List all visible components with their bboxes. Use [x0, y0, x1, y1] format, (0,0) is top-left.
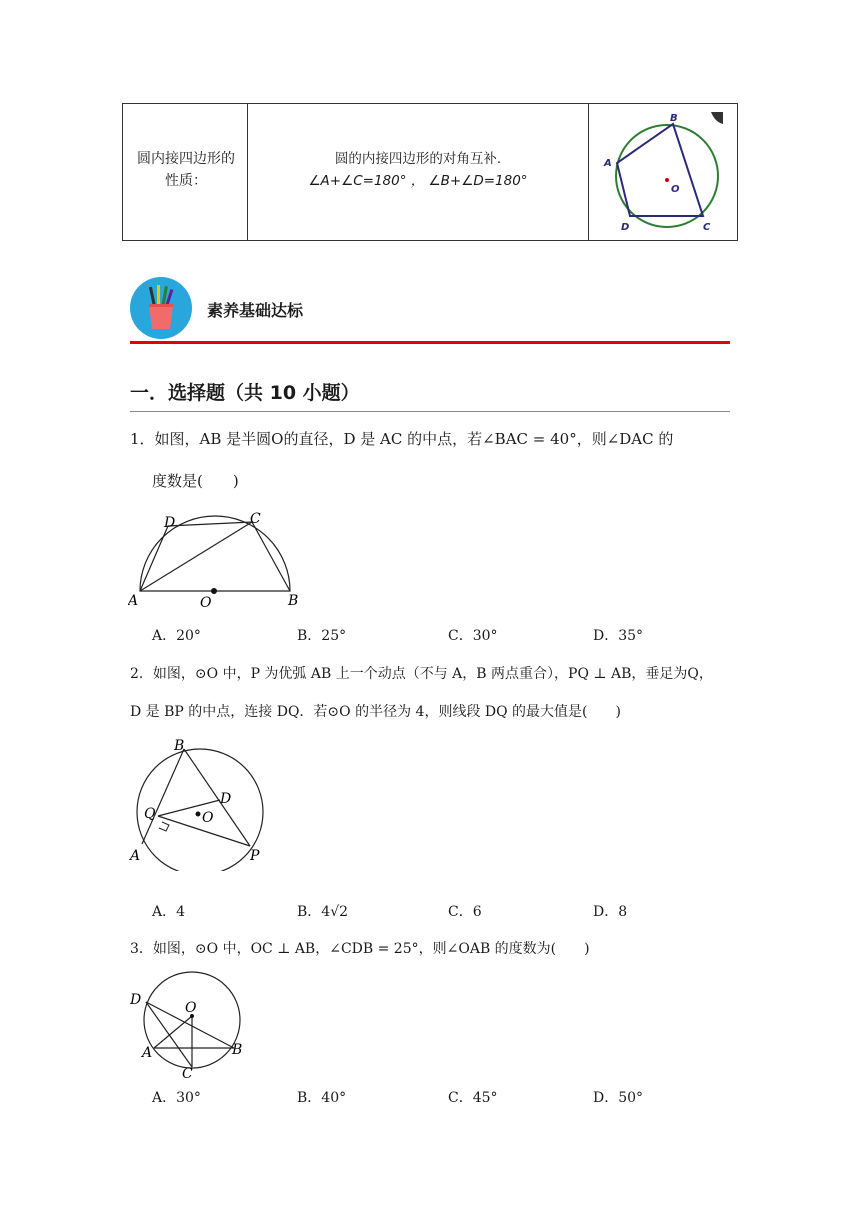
option-b[interactable]: B．4√2: [297, 904, 349, 920]
figure-label: A: [604, 158, 612, 169]
figure-label: B: [232, 1042, 243, 1058]
question-3-text: 3．如图，⊙O 中，OC ⊥ AB，∠CDB = 25°，则∠OAB 的度数为( ): [130, 941, 590, 957]
figure-label: P: [250, 848, 260, 864]
question-1-text-cont: 度数是( ): [152, 472, 239, 490]
question-2-text: 2．如图，⊙O 中，P 为优弧 AB 上一个动点（不与 A，B 两点重合），PQ ⊥ AB，垂足为Q，: [130, 666, 713, 682]
section-heading: 一．选择题（共 10 小题）: [130, 382, 360, 404]
figure-label: O: [185, 1000, 197, 1016]
table-divider: [247, 104, 248, 240]
figure-label: B: [174, 738, 185, 754]
option-c[interactable]: C．6: [448, 904, 482, 920]
figure-label: O: [671, 184, 680, 195]
figure-label: B: [670, 113, 678, 124]
property-statement: 圆的内接四边形的对角互补. ∠A+∠C=180° ， ∠B+∠D=180°: [308, 151, 528, 189]
question-1-text: 1．如图，AB 是半圆O的直径，D 是 AC 的中点，若∠BAC = 40°，则∠DAC 的: [130, 430, 674, 448]
figure-label: Q: [144, 806, 156, 822]
property-table: [122, 103, 738, 241]
pencil-cup-icon: [130, 277, 192, 339]
option-d[interactable]: D．35°: [593, 628, 644, 644]
option-a[interactable]: A．4: [152, 904, 186, 920]
option-c[interactable]: C．45°: [448, 1090, 498, 1106]
option-b[interactable]: B．25°: [297, 628, 347, 644]
option-d[interactable]: D．50°: [593, 1090, 644, 1106]
figure-label: C: [182, 1066, 193, 1082]
inscribed-quadrilateral-figure: [591, 106, 737, 238]
question-2-text-cont: D 是 BP 的中点，连接 DQ．若⊙O 的半径为 4，则线段 DQ 的最大值是( ): [130, 704, 621, 720]
figure-label: O: [200, 595, 212, 610]
figure-label: C: [703, 222, 711, 233]
figure-label: D: [220, 791, 232, 807]
banner-title: 素养基础达标: [207, 301, 304, 320]
figure-label: O: [202, 810, 214, 826]
circle-chord-figure: [128, 736, 273, 871]
option-d[interactable]: D．8: [593, 904, 628, 920]
semicircle-figure: [128, 508, 303, 610]
option-a[interactable]: A．20°: [152, 628, 201, 644]
figure-label: D: [130, 992, 142, 1008]
figure-label: B: [288, 593, 299, 609]
banner-divider: [130, 341, 730, 344]
property-name: 圆内接四边形的 性质：: [137, 151, 235, 189]
figure-label: A: [128, 593, 139, 609]
table-divider: [588, 104, 589, 240]
option-b[interactable]: B．40°: [297, 1090, 347, 1106]
figure-label: A: [130, 848, 141, 864]
figure-label: C: [250, 511, 261, 527]
figure-label: A: [142, 1045, 153, 1061]
figure-label: D: [164, 515, 176, 531]
option-c[interactable]: C．30°: [448, 628, 498, 644]
option-a[interactable]: A．30°: [152, 1090, 201, 1106]
corner-mark-icon: [711, 112, 723, 124]
section-divider: [130, 411, 730, 412]
circle-perpendicular-figure: [128, 966, 248, 1082]
figure-label: D: [621, 222, 630, 233]
